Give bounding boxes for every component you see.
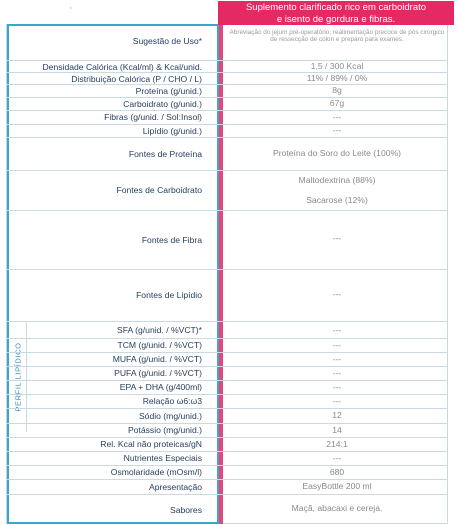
row-relacao-omega [6, 394, 448, 408]
row-fontes-lipidio [6, 269, 448, 321]
row-value: --- [332, 396, 342, 406]
row-value: --- [332, 453, 342, 463]
row-sugestao [6, 24, 448, 60]
row-value: --- [332, 233, 342, 243]
row-apresentacao [6, 479, 448, 494]
row-label: Osmolaridade (mOsm/l) [110, 467, 202, 477]
row-value: 67g [329, 98, 345, 108]
row-value: --- [332, 325, 342, 335]
row-value: Maçã, abacaxi e cereja. [291, 503, 383, 513]
row-fibras [6, 110, 448, 124]
row-value-2: Sacarose (12%) [306, 195, 368, 205]
row-label: Fontes de Lipídio [136, 290, 202, 300]
row-value: Maltodextrina (88%) [298, 175, 376, 185]
row-label: Relação ω6:ω3 [142, 396, 202, 406]
row-label: EPA + DHA (g/400ml) [119, 382, 202, 392]
row-label: SFA (g/unid. / %VCT)* [116, 325, 202, 335]
lipid-profile-text: PERFIL LIPÍDICO [13, 341, 23, 412]
header-line-2: e isento de gordura e fibras. [276, 13, 396, 25]
row-nutrientes-especiais [6, 451, 448, 465]
row-label: Carboidrato (g/unid.) [123, 99, 202, 109]
row-value: --- [332, 382, 342, 392]
row-fontes-fibra [6, 210, 448, 269]
row-pufa [6, 366, 448, 380]
row-densidade [6, 60, 448, 72]
row-epa-dha [6, 380, 448, 394]
product-spec-table [6, 24, 452, 524]
row-value: EasyBottle 200 ml [302, 481, 372, 491]
row-label: Sódio (mg/unid.) [138, 411, 202, 421]
row-label: Distribuição Calórica (P / CHO / L) [71, 74, 202, 84]
row-label: Densidade Calórica (Kcal/ml) & Kcal/unid. [42, 62, 202, 72]
row-value: --- [332, 340, 342, 350]
row-label: Sabores [169, 505, 202, 515]
row-label: TCM (g/unid. / %VCT) [117, 340, 202, 350]
product-description-header [218, 1, 454, 25]
row-value: --- [332, 368, 342, 378]
row-sodio [6, 408, 448, 423]
row-lipidio [6, 124, 448, 137]
row-rel-kcal [6, 437, 448, 451]
row-value: --- [332, 112, 342, 122]
row-label: Nutrientes Especiais [123, 453, 202, 463]
row-distribuicao [6, 72, 448, 84]
row-value: 11% / 89% / 0% [306, 73, 368, 83]
row-carboidrato [6, 97, 448, 110]
row-label: PUFA (g/unid. / %VCT) [114, 368, 202, 378]
row-label: Apresentação [148, 482, 202, 492]
row-value: 12 [332, 410, 342, 420]
row-value: --- [332, 289, 342, 299]
header-tick-mark: ‘ [70, 7, 72, 14]
row-label: MUFA (g/unid. / %VCT) [112, 354, 202, 364]
row-value: --- [332, 354, 342, 364]
row-proteina [6, 84, 448, 97]
row-label: Fontes de Proteína [128, 149, 202, 159]
row-osmolaridade [6, 465, 448, 479]
row-label: Fontes de Fibra [141, 235, 202, 245]
row-label: Sugestão de Uso* [132, 36, 202, 46]
row-sabores [6, 494, 448, 524]
row-label: Fibras (g/unid. / Sol:Insol) [104, 112, 202, 122]
row-label: Rel. Kcal não proteicas/gN [100, 439, 202, 449]
row-value: 8g [332, 85, 342, 95]
row-fontes-carboidrato [6, 170, 448, 210]
row-label: Fontes de Carboidrato [116, 185, 202, 195]
header-line-1: Suplemento clarificado rico em carboidrato [245, 2, 427, 13]
row-label: Lipídio (g/unid.) [142, 126, 202, 136]
row-sfa [6, 321, 448, 338]
row-value: 214:1 [326, 439, 348, 449]
row-value: 1,5 / 300 Kcal [310, 61, 364, 71]
row-value: --- [332, 125, 342, 135]
row-mufa [6, 352, 448, 366]
row-label: Potássio (mg/unid.) [127, 425, 202, 435]
row-tcm [6, 338, 448, 352]
row-label: Proteína (g/unid.) [135, 86, 202, 96]
row-potassio [6, 423, 448, 437]
row-value: Abreviação do jejum pré-operatório, realimentação precoce de pós cirúrgico de ressecção de cólon e preparo para exames. [229, 29, 445, 44]
row-value: Proteína do Soro do Leite (100%) [272, 148, 402, 158]
row-value: 680 [329, 467, 345, 477]
row-fontes-proteina [6, 137, 448, 170]
row-value: 14 [332, 425, 342, 435]
